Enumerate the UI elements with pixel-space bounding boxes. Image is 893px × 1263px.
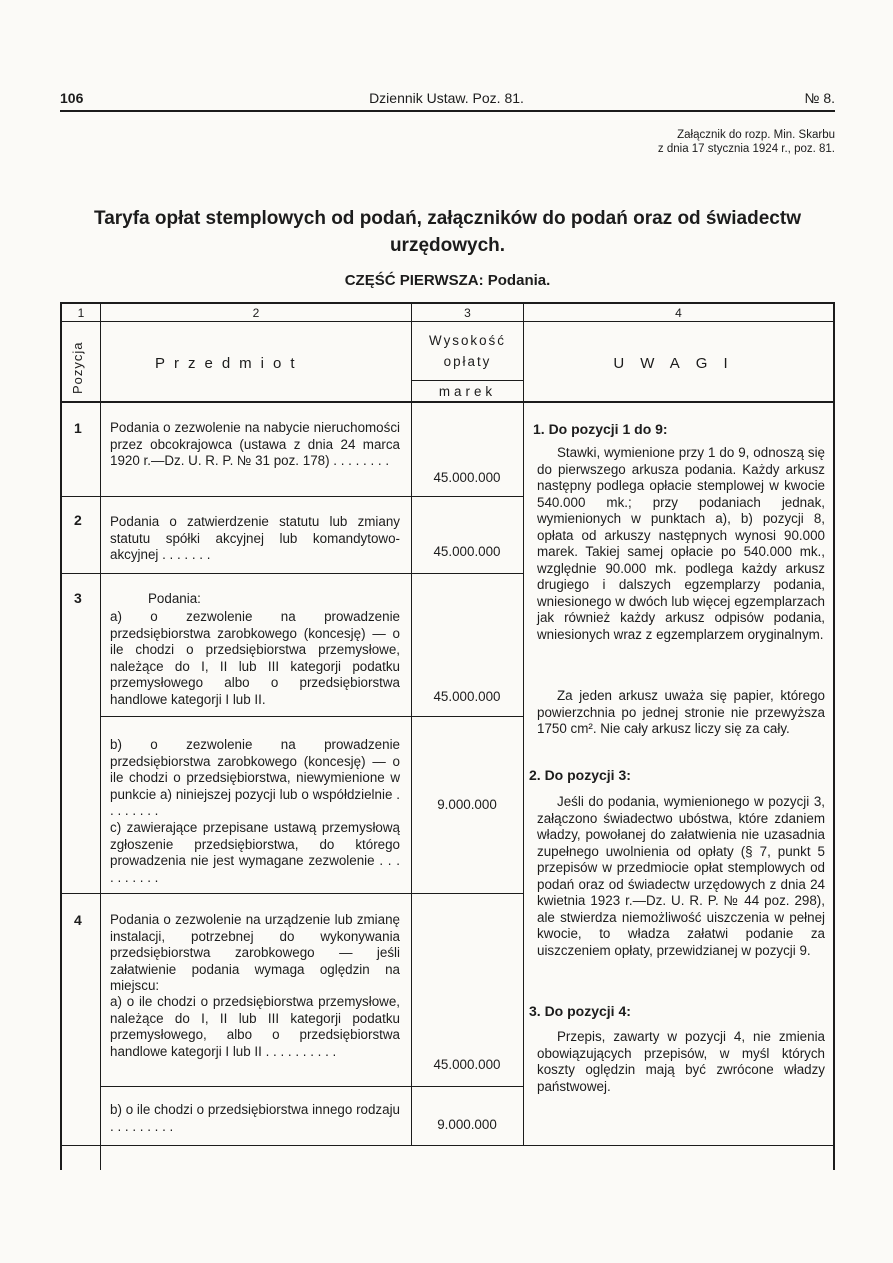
row3-item-a: a) o zezwolenie na prowadzenie przedsiębiorstwa zarobkowego (koncesję) — o ile chodzi o przedsiębiorstwa przemysłowe, należące do I, II lub III kategorji podatku przemysłowego albo o przedsiębiorstwa handlowe kategorji I lub II. xyxy=(110,609,400,707)
row4-position: 4 xyxy=(74,912,82,928)
col-rule-3 xyxy=(523,302,524,1145)
remarks-section-3-heading: 3. Do pozycji 4: xyxy=(529,1003,631,1019)
header-bottom-rule xyxy=(60,401,835,403)
row3-intro: Podania: xyxy=(148,591,201,606)
row4-item-b: b) o ile chodzi o przedsiębiorstwa innego rodzaju . . . . . . . . . xyxy=(110,1102,400,1134)
header-rule xyxy=(60,110,835,112)
row2-amount: 45.000.000 xyxy=(433,544,501,559)
row3-item-c: c) zawierające przepisane ustawą przemysłową zgłoszenie przedsiębiorstwa, do którego prowadzenia nie jest wymagane zezwolenie . . . . . . . . . . xyxy=(110,820,400,885)
journal-title: Dziennik Ustaw. Poz. 81. xyxy=(369,90,524,106)
remarks-section-3-p1: Przepis, zawarty w pozycji 4, nie zmienia obowiązujących przepisów, w myśl których koszty oględzin mają być zwrócone władzy państwowej. xyxy=(537,1029,825,1094)
table-bottom-rule xyxy=(60,1145,835,1146)
row2-text: Podania o zatwierdzenie statutu lub zmiany statutu spółki akcyjnej lub komandytowo-akcyjnej . . . . . . . xyxy=(110,514,400,562)
row-rule-1 xyxy=(60,496,524,497)
remarks-section-1-p1: Stawki, wymienione przy 1 do 9, odnoszą się do pierwszego arkusza podania. Każdy arkusz następny podlega opłacie stemplowej w kwocie 540.000 mk.; przy podaniach jednak, wymienionych w punktach a), b) pozycji 8, opłata od arkuszy następnych wynosi 90.000 marek. Takiej samej opłacie po 540.000 mk., względnie 90.000 mk. podlega każdy arkusz drugiego i dalszych egzemplarzy podania, wniesionego w dwóch lub więcej egzemplarzach jak również każdy arkusz odpisów podania, wniesionych wraz z egzemplarzem oryginalnym. xyxy=(537,445,825,642)
row3-b-amount: 9.000.000 xyxy=(437,797,497,812)
header-subject: Przedmiot xyxy=(155,355,304,372)
col-rule-2 xyxy=(411,302,412,1145)
remarks-section-2-heading: 2. Do pozycji 3: xyxy=(529,767,631,783)
header-amount-1: Wysokość xyxy=(429,333,506,348)
page-number: 106 xyxy=(60,90,84,106)
row1-position: 1 xyxy=(74,420,82,436)
row2-position: 2 xyxy=(74,512,82,528)
remarks-section-2-p1: Jeśli do podania, wymienionego w pozycji 3, załączono świadectwo ubóstwa, które zdaniem władzy, powołanej do załatwienia nie uzasadnia zupełnego uwolnienia od opłaty (§ 7, punkt 5 przepisów w przedmiocie opłat stemplowych od podań oraz od świadectw urzędowych z dnia 24 kwietnia 1923 r.—Dz. U. R. P. № 44 poz. 298), ale stwierdza niemożliwość uiszczenia w pełnej kwocie, to władza załatwi podanie za uiszczeniem opłaty, przewidzianej w pozycji 9. xyxy=(537,794,825,958)
col-rule-0 xyxy=(60,302,62,1170)
document-title xyxy=(60,205,835,259)
row4-a-amount: 45.000.000 xyxy=(433,1057,501,1072)
unit-rule xyxy=(411,380,523,381)
row-rule-4a xyxy=(100,1086,524,1087)
title-line-2: urzędowych. xyxy=(389,235,506,256)
row1-amount: 45.000.000 xyxy=(433,470,501,485)
header-remarks: UWAGI xyxy=(613,355,744,372)
annex-line-1: Załącznik do rozp. Min. Skarbu xyxy=(677,129,835,141)
row4-intro: Podania o zezwolenie na urządzenie lub zmianę instalacji, potrzebnej do wykonywania przedsiębiorstwa zarobkowego — jeśli załatwienie podania wymaga oględzin na miejscu: xyxy=(110,912,400,993)
colnum-4: 4 xyxy=(675,306,682,320)
colnum-1: 1 xyxy=(77,306,85,320)
row3-item-b: b) o zezwolenie na prowadzenie przedsiębiorstwa zarobkowego (koncesję) — o ile chodzi o przedsiębiorstwa, niewymienione w punkcie a) niniejszej pozycji lub o współdzielnie . . . . . . . . xyxy=(110,737,400,818)
colnum-2: 2 xyxy=(252,306,260,320)
row3-a-amount: 45.000.000 xyxy=(433,689,501,704)
header-amount-unit: marek xyxy=(438,384,497,399)
row-rule-3 xyxy=(60,893,524,894)
part-heading: CZĘŚĆ PIERWSZA: Podania. xyxy=(344,272,551,289)
table-top-rule xyxy=(60,302,835,304)
row1-text: Podania o zezwolenie na nabycie nieruchomości przez obcokrajowca (ustawa z dnia 24 marca 1920 r.—Dz. U. R. P. № 31 poz. 178) . . . . . . . . xyxy=(110,420,400,468)
title-line-1: Taryfa opłat stemplowych od podań, załączników do podań oraz od świadectw xyxy=(94,208,801,229)
col-rule-4 xyxy=(833,302,835,1170)
col-rule-1 xyxy=(100,302,101,1170)
issue-number: № 8. xyxy=(804,90,835,106)
annex-note xyxy=(535,128,835,156)
row4-b-amount: 9.000.000 xyxy=(437,1117,497,1132)
row4-item-a: a) o ile chodzi o przedsiębiorstwa przemysłowe, należące do I, II lub III kategorji podatku przemysłowego, albo o przedsiębiorstwa handlowe kategorji I lub II . . . . . . . . . . xyxy=(110,994,400,1059)
header-position: Pozycja xyxy=(70,341,85,394)
colnum-3: 3 xyxy=(464,306,471,320)
annex-line-2: z dnia 17 stycznia 1924 r., poz. 81. xyxy=(657,143,835,155)
row3-position: 3 xyxy=(74,590,82,606)
row-rule-3a xyxy=(100,716,524,717)
remarks-section-1-p2: Za jeden arkusz uważa się papier, którego powierzchnia po jednej stronie nie przewyższa 1750 cm². Nie cały arkusz liczy się za cały. xyxy=(537,688,825,736)
header-amount-2: opłaty xyxy=(443,354,492,369)
row-rule-2 xyxy=(60,573,524,574)
remarks-section-1-heading: 1. Do pozycji 1 do 9: xyxy=(533,421,668,437)
